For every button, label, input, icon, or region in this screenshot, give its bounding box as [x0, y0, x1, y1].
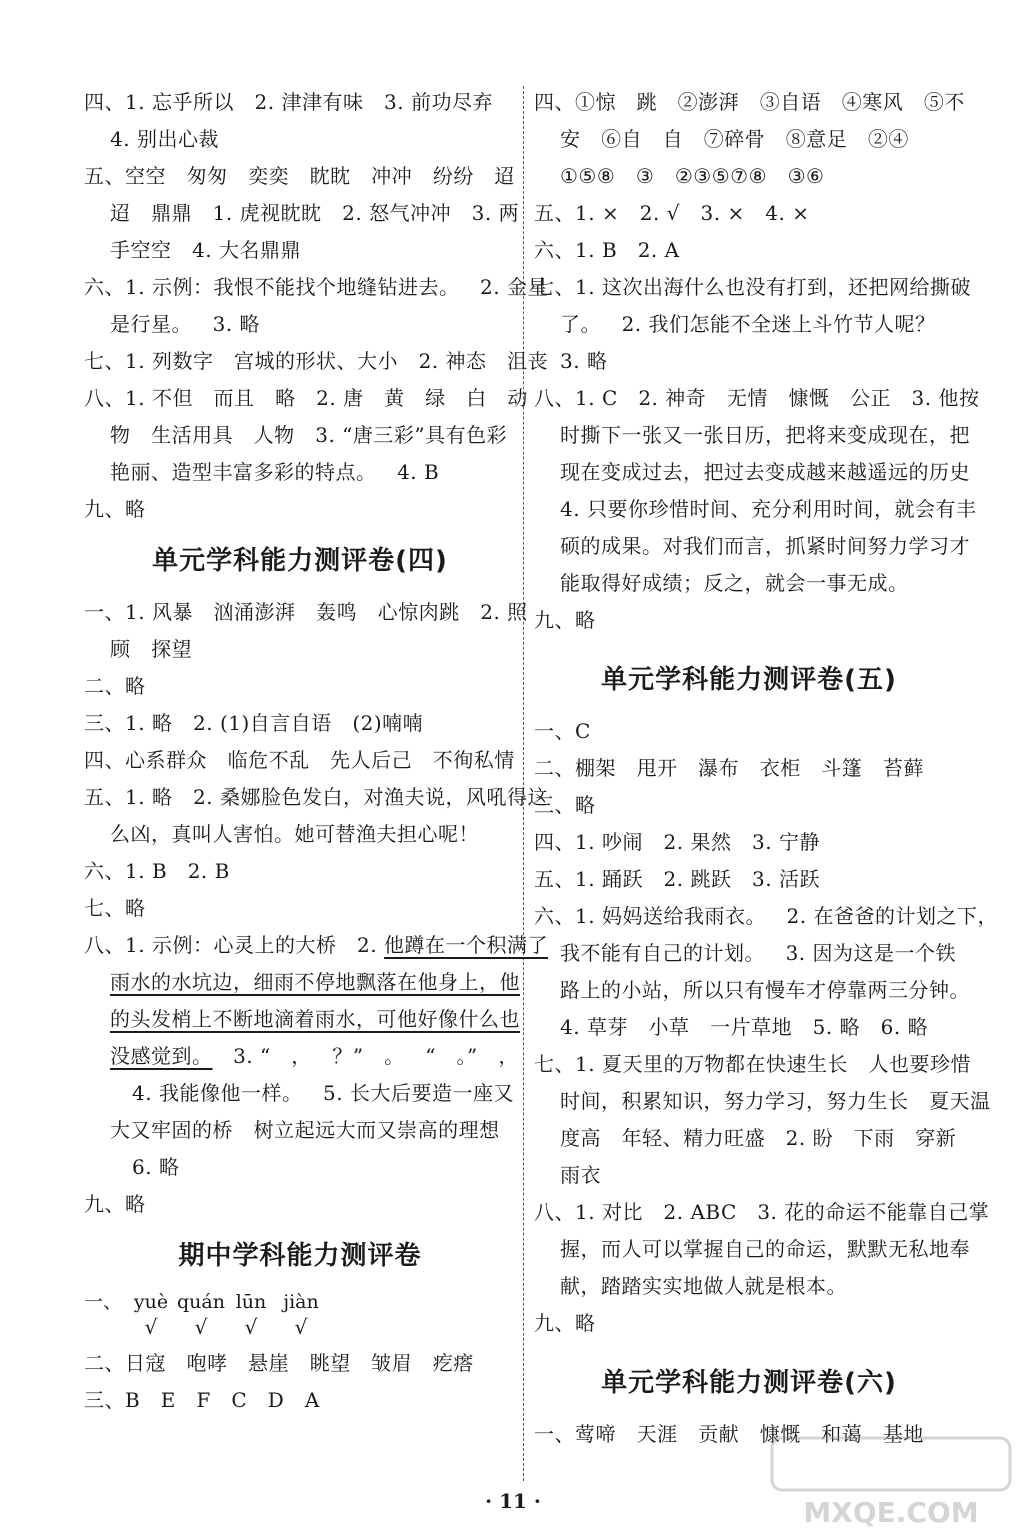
- answer-line: 六、1. B 2. B: [84, 859, 230, 883]
- check-mark: √: [294, 1315, 308, 1339]
- answer-line: 手空空 4. 大名鼎鼎: [110, 238, 302, 262]
- answer-line: 度高 年轻、精力旺盛 2. 盼 下雨 穿新: [560, 1126, 957, 1150]
- question-number: 一、: [84, 1291, 123, 1313]
- answer-line: ①⑤⑧ ③ ②③⑤⑦⑧ ③⑥: [560, 164, 825, 188]
- answer-line: 时间，积累知识，努力学习，努力生长 夏天温: [560, 1089, 991, 1113]
- answer-line: 顾 探望: [110, 637, 193, 661]
- answer-line: 我不能有自己的计划。 3. 因为这是一个铁: [560, 941, 957, 965]
- answer-line: 献，踏踏实实地做人就是根本。: [560, 1274, 847, 1298]
- section-title-unit-6: 单元学科能力测评卷(六): [601, 1368, 897, 1398]
- answer-text: 八、1. 示例：心灵上的大桥 2.: [84, 933, 384, 957]
- answer-line: 六、1. 妈妈送给我雨衣。 2. 在爸爸的计划之下，: [534, 904, 998, 928]
- answer-line: 四、心系群众 临危不乱 先人后己 不徇私情: [84, 748, 515, 772]
- answer-line: 能取得好成绩；反之，就会一事无成。: [560, 571, 909, 595]
- check-mark: √: [244, 1315, 258, 1339]
- answer-line: 路上的小站，所以只有慢车才停靠两三分钟。: [560, 978, 970, 1002]
- answer-line: [84, 1038, 519, 1075]
- answer-line: 二、略: [84, 674, 146, 698]
- answer-line: 七、1. 这次出海什么也没有打到，还把网给撕破: [534, 275, 971, 299]
- answer-line: 雨衣: [560, 1163, 601, 1187]
- answer-line: 是行星。 3. 略: [110, 312, 261, 336]
- answer-line: 6. 略: [132, 1155, 180, 1179]
- pinyin-item: yuè: [133, 1291, 169, 1313]
- answer-line: 一、1. 风暴 汹涌澎湃 轰鸣 心惊肉跳 2. 照: [84, 600, 528, 624]
- answer-line: 四、1. 吵闹 2. 果然 3. 宁静: [534, 830, 820, 854]
- underlined-text: 雨水的水坑边，细雨不停地飘落在他身上，他: [110, 970, 520, 994]
- answer-line: 二、棚架 甩开 瀑布 衣柜 斗篷 苔藓: [534, 756, 924, 780]
- answer-line: 4. 我能像他一样。 5. 长大后要造一座又: [132, 1081, 514, 1105]
- answer-line: 三、B E F C D A: [84, 1388, 320, 1412]
- answer-line: 现在变成过去，把过去变成越来越遥远的历史: [560, 460, 970, 484]
- answer-line: 八、1. 对比 2. ABC 3. 花的命运不能靠自己掌: [534, 1200, 990, 1224]
- answer-line: 三、1. 略 2. (1)自言自语 (2)喃喃: [84, 711, 424, 735]
- check-mark: √: [194, 1315, 208, 1339]
- underlined-text: 没感觉到。: [110, 1044, 213, 1068]
- answer-line: 八、1. 不但 而且 略 2. 唐 黄 绿 白 动: [84, 386, 528, 410]
- answer-line: 4. 只要你珍惜时间、充分利用时间，就会有丰: [560, 497, 977, 521]
- answer-line: 安 ⑥自 自 ⑦碎骨 ⑧意足 ②④: [560, 127, 909, 151]
- answer-line: 四、①惊 跳 ②澎湃 ③自语 ④寒风 ⑤不: [534, 90, 965, 114]
- answer-line: 了。 2. 我们怎能不全迷上斗竹节人呢？: [560, 312, 936, 336]
- answer-line: 八、1. C 2. 神奇 无情 慷慨 公正 3. 他按: [534, 386, 980, 410]
- answer-line: 七、1. 列数字 宫城的形状、大小 2. 神态 沮丧: [84, 349, 549, 373]
- answer-line: 3. 略: [560, 349, 608, 373]
- answer-line: 4. 别出心裁: [110, 127, 219, 151]
- page-number: · 11 ·: [485, 1489, 541, 1513]
- answer-line: 大又牢固的桥 树立起远大而又崇高的理想: [110, 1118, 500, 1142]
- section-title-unit-5: 单元学科能力测评卷(五): [601, 665, 897, 695]
- answer-line: 迢 鼎鼎 1. 虎视眈眈 2. 怒气冲冲 3. 两: [110, 201, 520, 225]
- answer-line: 一、C: [534, 719, 591, 743]
- answer-line: 九、略: [534, 608, 596, 632]
- answer-line: 六、1. 示例：我恨不能找个地缝钻进去。 2. 金星: [84, 275, 548, 299]
- answer-line: 五、空空 匆匆 奕奕 眈眈 冲冲 纷纷 迢: [84, 164, 515, 188]
- answer-line: 九、略: [84, 497, 146, 521]
- pinyin-item: jiàn: [283, 1291, 319, 1313]
- answer-text: 3. “ ， ？” 。 “ 。” ，: [212, 1044, 519, 1068]
- answer-line: 握，而人可以掌握自己的命运，默默无私地奉: [560, 1237, 970, 1261]
- answer-line: 四、1. 忘乎所以 2. 津津有味 3. 前功尽弃: [84, 90, 493, 114]
- section-title-unit-4: 单元学科能力测评卷(四): [152, 546, 448, 576]
- answer-line: 4. 草芽 小草 一片草地 5. 略 6. 略: [560, 1015, 929, 1039]
- answer-line: [84, 927, 548, 964]
- answer-line: 五、1. 踊跃 2. 跳跃 3. 活跃: [534, 867, 820, 891]
- answer-line: 艳丽、造型丰富多彩的特点。 4. B: [110, 460, 440, 484]
- section-title-midterm: 期中学科能力测评卷: [178, 1241, 422, 1271]
- pinyin-row: [84, 1289, 516, 1315]
- answer-line: 七、略: [84, 896, 146, 920]
- check-mark: √: [144, 1315, 158, 1339]
- answer-line: 物 生活用具 人物 3. “唐三彩”具有色彩: [110, 423, 508, 447]
- answer-line: 七、1. 夏天里的万物都在快速生长 人也要珍惜: [534, 1052, 972, 1076]
- check-row: [84, 1315, 516, 1345]
- answer-line: 五、1. 略 2. 桑娜脸色发白，对渔夫说，风吼得这: [84, 785, 548, 809]
- answer-line: 硕的成果。对我们而言，抓紧时间努力学习才: [560, 534, 970, 558]
- pinyin-item: lūn: [235, 1291, 267, 1313]
- left-column: [84, 84, 549, 1419]
- answer-line: 时撕下一张又一张日历，把将来变成现在，把: [560, 423, 970, 447]
- answer-line: 六、1. B 2. A: [534, 238, 680, 262]
- pinyin-item: quán: [177, 1291, 225, 1313]
- answer-line: 二、日寇 咆哮 悬崖 眺望 皱眉 疙瘩: [84, 1351, 474, 1375]
- watermark-logo: [766, 1432, 1016, 1532]
- answer-line: 五、1. × 2. √ 3. × 4. ×: [534, 201, 810, 225]
- answer-line: 么凶，真叫人害怕。她可替渔夫担心呢！: [110, 822, 479, 846]
- answer-line: 三、略: [534, 793, 596, 817]
- right-column: [534, 84, 998, 1453]
- answer-line: 一、莺啼 天涯 贡献 慷慨 和蔼 基地: [534, 1422, 924, 1446]
- underlined-text: 的头发梢上不断地滴着雨水，可他好像什么也: [110, 1007, 520, 1031]
- answer-line: 九、略: [84, 1192, 146, 1216]
- underlined-text: 他蹲在一个积满了: [383, 933, 548, 957]
- watermark-text: MXQE.COM: [803, 1496, 979, 1529]
- answer-line: 九、略: [534, 1311, 596, 1335]
